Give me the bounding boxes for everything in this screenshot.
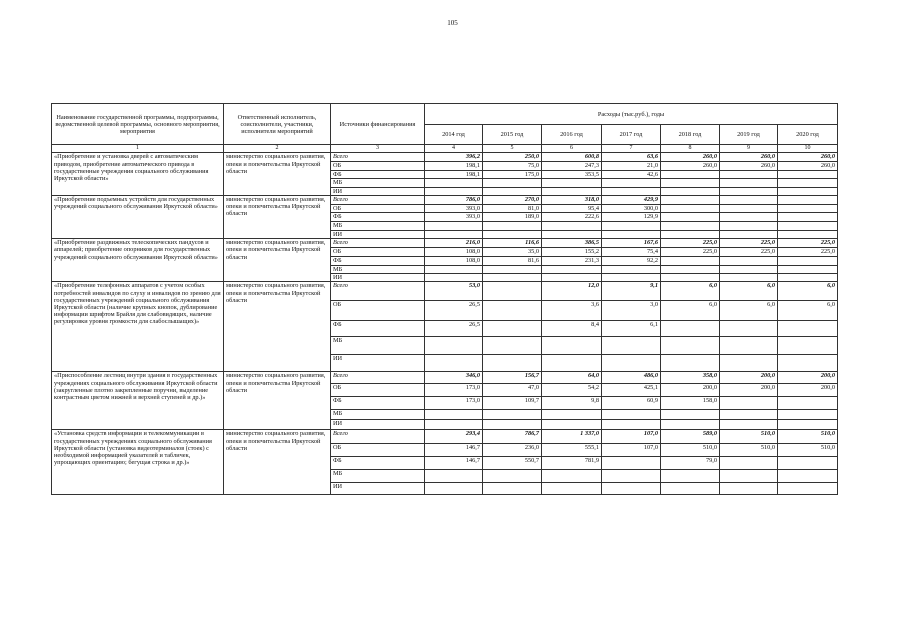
expense-value xyxy=(661,196,720,205)
expense-value: 786,7 xyxy=(483,430,542,444)
header-year: 2015 год xyxy=(483,125,542,145)
header-sources: Источники финансирования xyxy=(331,104,425,145)
column-number-row xyxy=(52,145,838,153)
expense-value: 6,0 xyxy=(720,301,778,321)
expense-value xyxy=(425,337,483,355)
expense-value xyxy=(483,187,542,195)
expense-value: 231,3 xyxy=(542,256,602,265)
funding-source: ОБ xyxy=(331,444,425,457)
expense-value xyxy=(778,457,838,470)
expense-value xyxy=(483,221,542,230)
expense-value: 63,6 xyxy=(602,153,661,161)
expense-value xyxy=(542,410,602,420)
expense-value xyxy=(720,256,778,265)
expense-value: 786,0 xyxy=(425,196,483,205)
expense-value xyxy=(542,179,602,187)
expense-value: 64,0 xyxy=(542,372,602,384)
expense-value: 260,0 xyxy=(720,161,778,170)
activity-name: «Приобретение и установка дверей с автоматическим приводом, приобретение автоматического привода в государственные учреждения социального обслуживания Иркутской области» xyxy=(52,153,224,196)
expense-value xyxy=(778,205,838,213)
activity-executor: министерство социального развития, опеки и попечительства Иркутской области xyxy=(224,196,331,239)
expense-value xyxy=(778,265,838,273)
funding-source: МБ xyxy=(331,179,425,187)
expense-value: 107,0 xyxy=(602,430,661,444)
expense-value xyxy=(425,274,483,282)
expense-value: 216,0 xyxy=(425,239,483,248)
funding-source: ИИ xyxy=(331,230,425,238)
expense-value xyxy=(425,265,483,273)
expense-value xyxy=(720,457,778,470)
expense-value xyxy=(661,321,720,337)
expense-value: 26,5 xyxy=(425,301,483,321)
expense-value xyxy=(425,470,483,483)
expense-value xyxy=(602,483,661,495)
table-row xyxy=(52,239,838,248)
funding-source: Всего xyxy=(331,430,425,444)
table-row xyxy=(52,372,838,384)
expense-value xyxy=(602,355,661,372)
expense-value xyxy=(425,221,483,230)
funding-source: ФБ xyxy=(331,397,425,410)
expense-value: 8,4 xyxy=(542,321,602,337)
expense-value xyxy=(602,420,661,430)
expense-value xyxy=(778,170,838,178)
expense-value: 386,5 xyxy=(542,239,602,248)
expense-value: 175,0 xyxy=(483,170,542,178)
expense-value xyxy=(602,470,661,483)
expense-value xyxy=(542,355,602,372)
expense-value xyxy=(720,337,778,355)
table-header xyxy=(52,104,838,153)
expense-value xyxy=(661,410,720,420)
activity-name: «Приобретение раздвижных телескопических пандусов и аппарелей; приобретение опорников для государственных учреждений социального обслуживания Иркутской области» xyxy=(52,239,224,282)
expense-value xyxy=(542,420,602,430)
funding-source: ФБ xyxy=(331,213,425,221)
activity-executor: министерство социального развития, опеки и попечительства Иркутской области xyxy=(224,153,331,196)
expense-value: 47,0 xyxy=(483,384,542,397)
expense-value: 95,4 xyxy=(542,205,602,213)
header-year: 2020 год xyxy=(778,125,838,145)
expense-value xyxy=(661,179,720,187)
expense-value xyxy=(720,274,778,282)
expense-value: 81,0 xyxy=(483,205,542,213)
header-year: 2014 год xyxy=(425,125,483,145)
funding-source: ФБ xyxy=(331,457,425,470)
expense-value: 158,0 xyxy=(661,397,720,410)
expense-value: 60,9 xyxy=(602,397,661,410)
expense-value xyxy=(720,420,778,430)
expense-value xyxy=(425,179,483,187)
expense-value: 200,0 xyxy=(661,384,720,397)
expense-value: 107,0 xyxy=(602,444,661,457)
funding-source: ИИ xyxy=(331,483,425,495)
expense-value: 12,0 xyxy=(542,282,602,301)
expense-value: 589,0 xyxy=(661,430,720,444)
expense-value: 510,0 xyxy=(661,444,720,457)
expense-value: 260,0 xyxy=(661,161,720,170)
expense-value: 108,0 xyxy=(425,256,483,265)
expense-value xyxy=(602,221,661,230)
expense-value xyxy=(542,221,602,230)
expense-value: 3,6 xyxy=(542,301,602,321)
expense-value xyxy=(483,301,542,321)
expense-value: 108,0 xyxy=(425,248,483,256)
expense-value xyxy=(720,205,778,213)
funding-source: Всего xyxy=(331,239,425,248)
expense-value xyxy=(661,205,720,213)
activity-executor: министерство социального развития, опеки и попечительства Иркутской области xyxy=(224,372,331,430)
expense-value xyxy=(661,170,720,178)
expense-value xyxy=(720,410,778,420)
expense-value xyxy=(661,187,720,195)
header-year: 2016 год xyxy=(542,125,602,145)
expense-value xyxy=(602,265,661,273)
expense-value: 54,2 xyxy=(542,384,602,397)
expense-value: 260,0 xyxy=(661,153,720,161)
expense-value: 225,0 xyxy=(720,248,778,256)
expense-value xyxy=(542,230,602,238)
table-row xyxy=(52,153,838,161)
expense-value: 6,0 xyxy=(661,282,720,301)
expense-value xyxy=(778,470,838,483)
expense-value: 346,0 xyxy=(425,372,483,384)
funding-source: Всего xyxy=(331,282,425,301)
expense-value xyxy=(778,187,838,195)
expense-value xyxy=(542,265,602,273)
expense-value xyxy=(720,179,778,187)
header-name: Наименование государственной программы, подпрограммы, ведомственной целевой программы, основного мероприятия, мероприятия xyxy=(52,104,224,145)
expense-value xyxy=(778,213,838,221)
page-number: 105 xyxy=(447,19,458,27)
table-row xyxy=(52,282,838,301)
column-number: 5 xyxy=(483,145,542,153)
expense-value xyxy=(778,196,838,205)
expense-value xyxy=(542,274,602,282)
expense-value xyxy=(425,420,483,430)
expense-value: 781,9 xyxy=(542,457,602,470)
expense-value: 9,1 xyxy=(602,282,661,301)
funding-source: ИИ xyxy=(331,420,425,430)
table-row xyxy=(52,196,838,205)
expense-value xyxy=(778,355,838,372)
funding-source: ИИ xyxy=(331,187,425,195)
expense-value: 293,4 xyxy=(425,430,483,444)
expense-value: 75,4 xyxy=(602,248,661,256)
funding-source: Всего xyxy=(331,196,425,205)
header-year: 2018 год xyxy=(661,125,720,145)
expense-value xyxy=(720,213,778,221)
expense-value xyxy=(720,196,778,205)
header-year: 2019 год xyxy=(720,125,778,145)
expense-value: 358,0 xyxy=(661,372,720,384)
column-number: 3 xyxy=(331,145,425,153)
expense-value: 353,5 xyxy=(542,170,602,178)
expense-value xyxy=(483,179,542,187)
expense-value: 109,7 xyxy=(483,397,542,410)
expense-value xyxy=(778,230,838,238)
column-number: 1 xyxy=(52,145,224,153)
expense-value xyxy=(778,179,838,187)
expense-value: 510,0 xyxy=(778,444,838,457)
expense-value xyxy=(602,337,661,355)
activity-executor: министерство социального развития, опеки и попечительства Иркутской области xyxy=(224,239,331,282)
expense-value: 222,6 xyxy=(542,213,602,221)
funding-source: МБ xyxy=(331,470,425,483)
expense-value xyxy=(483,483,542,495)
activity-name: «Приспособление лестниц внутри здания в государственных учреждениях социального обслуживания Иркутской области (закругленные плотно закрепленные поручни, выделение контрастным цветом нижней и верхней ступеней и др.)» xyxy=(52,372,224,430)
expense-value: 510,0 xyxy=(778,430,838,444)
funding-source: МБ xyxy=(331,410,425,420)
expense-value xyxy=(720,470,778,483)
expense-value xyxy=(602,187,661,195)
expense-value xyxy=(661,213,720,221)
expense-value: 35,0 xyxy=(483,248,542,256)
expense-value: 200,0 xyxy=(720,384,778,397)
expense-value: 129,9 xyxy=(602,213,661,221)
expense-value xyxy=(425,187,483,195)
table-body xyxy=(52,153,838,495)
activity-name: «Установка средств информации и телекоммуникации в государственных учреждениях социального обслуживания Иркутской области (установка видеотерминалов (стоек) с необходимой информацией указателей и табличек, упрощающих ориентацию; бегущая строка и др.)» xyxy=(52,430,224,495)
expense-value: 225,0 xyxy=(778,248,838,256)
header-expenses: Расходы (тыс.руб.), годы xyxy=(425,104,838,125)
expense-value xyxy=(778,337,838,355)
expense-value: 510,0 xyxy=(720,444,778,457)
expense-value: 550,7 xyxy=(483,457,542,470)
expense-value xyxy=(483,282,542,301)
expense-value: 200,0 xyxy=(778,372,838,384)
expense-value xyxy=(661,470,720,483)
expense-value xyxy=(778,483,838,495)
expense-value xyxy=(661,221,720,230)
expense-value xyxy=(720,187,778,195)
expense-value: 21,0 xyxy=(602,161,661,170)
activity-executor: министерство социального развития, опеки и попечительства Иркутской области xyxy=(224,282,331,372)
expense-value: 600,8 xyxy=(542,153,602,161)
expense-value xyxy=(720,170,778,178)
expense-value: 260,0 xyxy=(778,153,838,161)
funding-source: ФБ xyxy=(331,256,425,265)
funding-source: ОБ xyxy=(331,205,425,213)
column-number: 8 xyxy=(661,145,720,153)
expense-value xyxy=(661,230,720,238)
expense-value: 6,0 xyxy=(778,282,838,301)
expense-value: 173,0 xyxy=(425,384,483,397)
expense-value xyxy=(425,355,483,372)
expense-value: 3,0 xyxy=(602,301,661,321)
expense-value xyxy=(425,230,483,238)
expense-value xyxy=(602,457,661,470)
expense-value: 198,1 xyxy=(425,161,483,170)
expense-value xyxy=(483,230,542,238)
expense-value xyxy=(778,321,838,337)
expense-value: 146,7 xyxy=(425,444,483,457)
expense-value: 81,6 xyxy=(483,256,542,265)
column-number: 9 xyxy=(720,145,778,153)
expense-value xyxy=(542,187,602,195)
funding-source: ОБ xyxy=(331,384,425,397)
funding-source: МБ xyxy=(331,337,425,355)
expense-value: 225,0 xyxy=(720,239,778,248)
expense-value: 393,0 xyxy=(425,205,483,213)
expense-value: 555,1 xyxy=(542,444,602,457)
column-number: 10 xyxy=(778,145,838,153)
table-row xyxy=(52,430,838,444)
funding-source: ФБ xyxy=(331,170,425,178)
expense-value xyxy=(602,274,661,282)
header-executor: Ответственный исполнитель, соисполнители, участники, исполнители мероприятий xyxy=(224,104,331,145)
expense-value xyxy=(602,179,661,187)
expense-value: 260,0 xyxy=(778,161,838,170)
expense-value xyxy=(425,410,483,420)
expense-value xyxy=(661,256,720,265)
expense-value xyxy=(483,274,542,282)
expense-value: 189,0 xyxy=(483,213,542,221)
expense-value: 26,5 xyxy=(425,321,483,337)
expense-value: 396,2 xyxy=(425,153,483,161)
expense-value: 155,2 xyxy=(542,248,602,256)
expense-value xyxy=(542,470,602,483)
expense-value xyxy=(720,355,778,372)
activity-name: «Приобретение подъемных устройств для государственных учреждений социального обслуживания Иркутской области» xyxy=(52,196,224,239)
expense-value xyxy=(720,321,778,337)
expense-value xyxy=(661,420,720,430)
expense-value: 200,0 xyxy=(720,372,778,384)
expense-value: 486,0 xyxy=(602,372,661,384)
expense-value xyxy=(720,230,778,238)
funding-source: МБ xyxy=(331,221,425,230)
expense-value: 6,0 xyxy=(720,282,778,301)
expense-value: 247,3 xyxy=(542,161,602,170)
expense-value xyxy=(483,265,542,273)
expense-value: 1 337,0 xyxy=(542,430,602,444)
expense-value: 173,0 xyxy=(425,397,483,410)
expense-value: 146,7 xyxy=(425,457,483,470)
expense-value xyxy=(661,483,720,495)
expense-value: 9,8 xyxy=(542,397,602,410)
expense-value: 116,6 xyxy=(483,239,542,248)
expense-value: 167,6 xyxy=(602,239,661,248)
expense-value: 6,1 xyxy=(602,321,661,337)
expense-value xyxy=(720,397,778,410)
expense-value: 6,0 xyxy=(778,301,838,321)
expense-value: 270,0 xyxy=(483,196,542,205)
expense-value: 236,0 xyxy=(483,444,542,457)
expense-value: 429,9 xyxy=(602,196,661,205)
expense-value xyxy=(483,337,542,355)
expense-value xyxy=(661,274,720,282)
expense-value: 300,0 xyxy=(602,205,661,213)
expense-value xyxy=(602,410,661,420)
expense-value xyxy=(720,265,778,273)
expense-value: 53,0 xyxy=(425,282,483,301)
expense-value xyxy=(661,337,720,355)
column-number: 2 xyxy=(224,145,331,153)
expense-value: 225,0 xyxy=(661,248,720,256)
expense-value: 393,0 xyxy=(425,213,483,221)
expense-value xyxy=(778,397,838,410)
expense-value xyxy=(483,410,542,420)
expense-value xyxy=(778,221,838,230)
expense-value xyxy=(661,265,720,273)
funding-source: Всего xyxy=(331,153,425,161)
expense-value: 510,0 xyxy=(720,430,778,444)
column-number: 7 xyxy=(602,145,661,153)
expense-value xyxy=(425,483,483,495)
expense-value xyxy=(542,483,602,495)
expense-value: 42,6 xyxy=(602,170,661,178)
expense-value xyxy=(661,355,720,372)
expense-value: 75,0 xyxy=(483,161,542,170)
expense-value xyxy=(602,230,661,238)
expense-value xyxy=(720,221,778,230)
activity-name: «Приобретение телефонных аппаратов с учетом особых потребностей инвалидов по слуху и инвалидов по зрению для государственных учреждений социального обслуживания Иркутской области (наличие крупных кнопок, дублирование информации шрифтом Брайля для слабовидящих, наличие регулировки уровня громкости для слабослышащих)» xyxy=(52,282,224,372)
expense-value: 92,2 xyxy=(602,256,661,265)
funding-source: ОБ xyxy=(331,248,425,256)
funding-source: ОБ xyxy=(331,161,425,170)
column-number: 6 xyxy=(542,145,602,153)
funding-source: ИИ xyxy=(331,355,425,372)
expense-value: 79,0 xyxy=(661,457,720,470)
expense-value: 156,7 xyxy=(483,372,542,384)
expense-value: 6,0 xyxy=(661,301,720,321)
expense-value: 225,0 xyxy=(778,239,838,248)
expense-value: 250,0 xyxy=(483,153,542,161)
expense-value xyxy=(483,470,542,483)
funding-source: ИИ xyxy=(331,274,425,282)
expense-value xyxy=(720,483,778,495)
funding-source: ФБ xyxy=(331,321,425,337)
expense-value xyxy=(778,410,838,420)
expense-value xyxy=(778,420,838,430)
expense-value: 425,1 xyxy=(602,384,661,397)
expenses-table xyxy=(51,103,838,495)
expense-value: 318,0 xyxy=(542,196,602,205)
expense-value xyxy=(778,256,838,265)
expense-value xyxy=(483,321,542,337)
funding-source: ОБ xyxy=(331,301,425,321)
expense-value: 200,0 xyxy=(778,384,838,397)
expense-value xyxy=(542,337,602,355)
column-number: 4 xyxy=(425,145,483,153)
header-year: 2017 год xyxy=(602,125,661,145)
expense-value xyxy=(483,355,542,372)
funding-source: МБ xyxy=(331,265,425,273)
expense-value xyxy=(778,274,838,282)
expense-value: 260,0 xyxy=(720,153,778,161)
funding-source: Всего xyxy=(331,372,425,384)
expense-value: 198,1 xyxy=(425,170,483,178)
expense-value: 225,0 xyxy=(661,239,720,248)
expense-value xyxy=(483,420,542,430)
activity-executor: министерство социального развития, опеки и попечительства Иркутской области xyxy=(224,430,331,495)
